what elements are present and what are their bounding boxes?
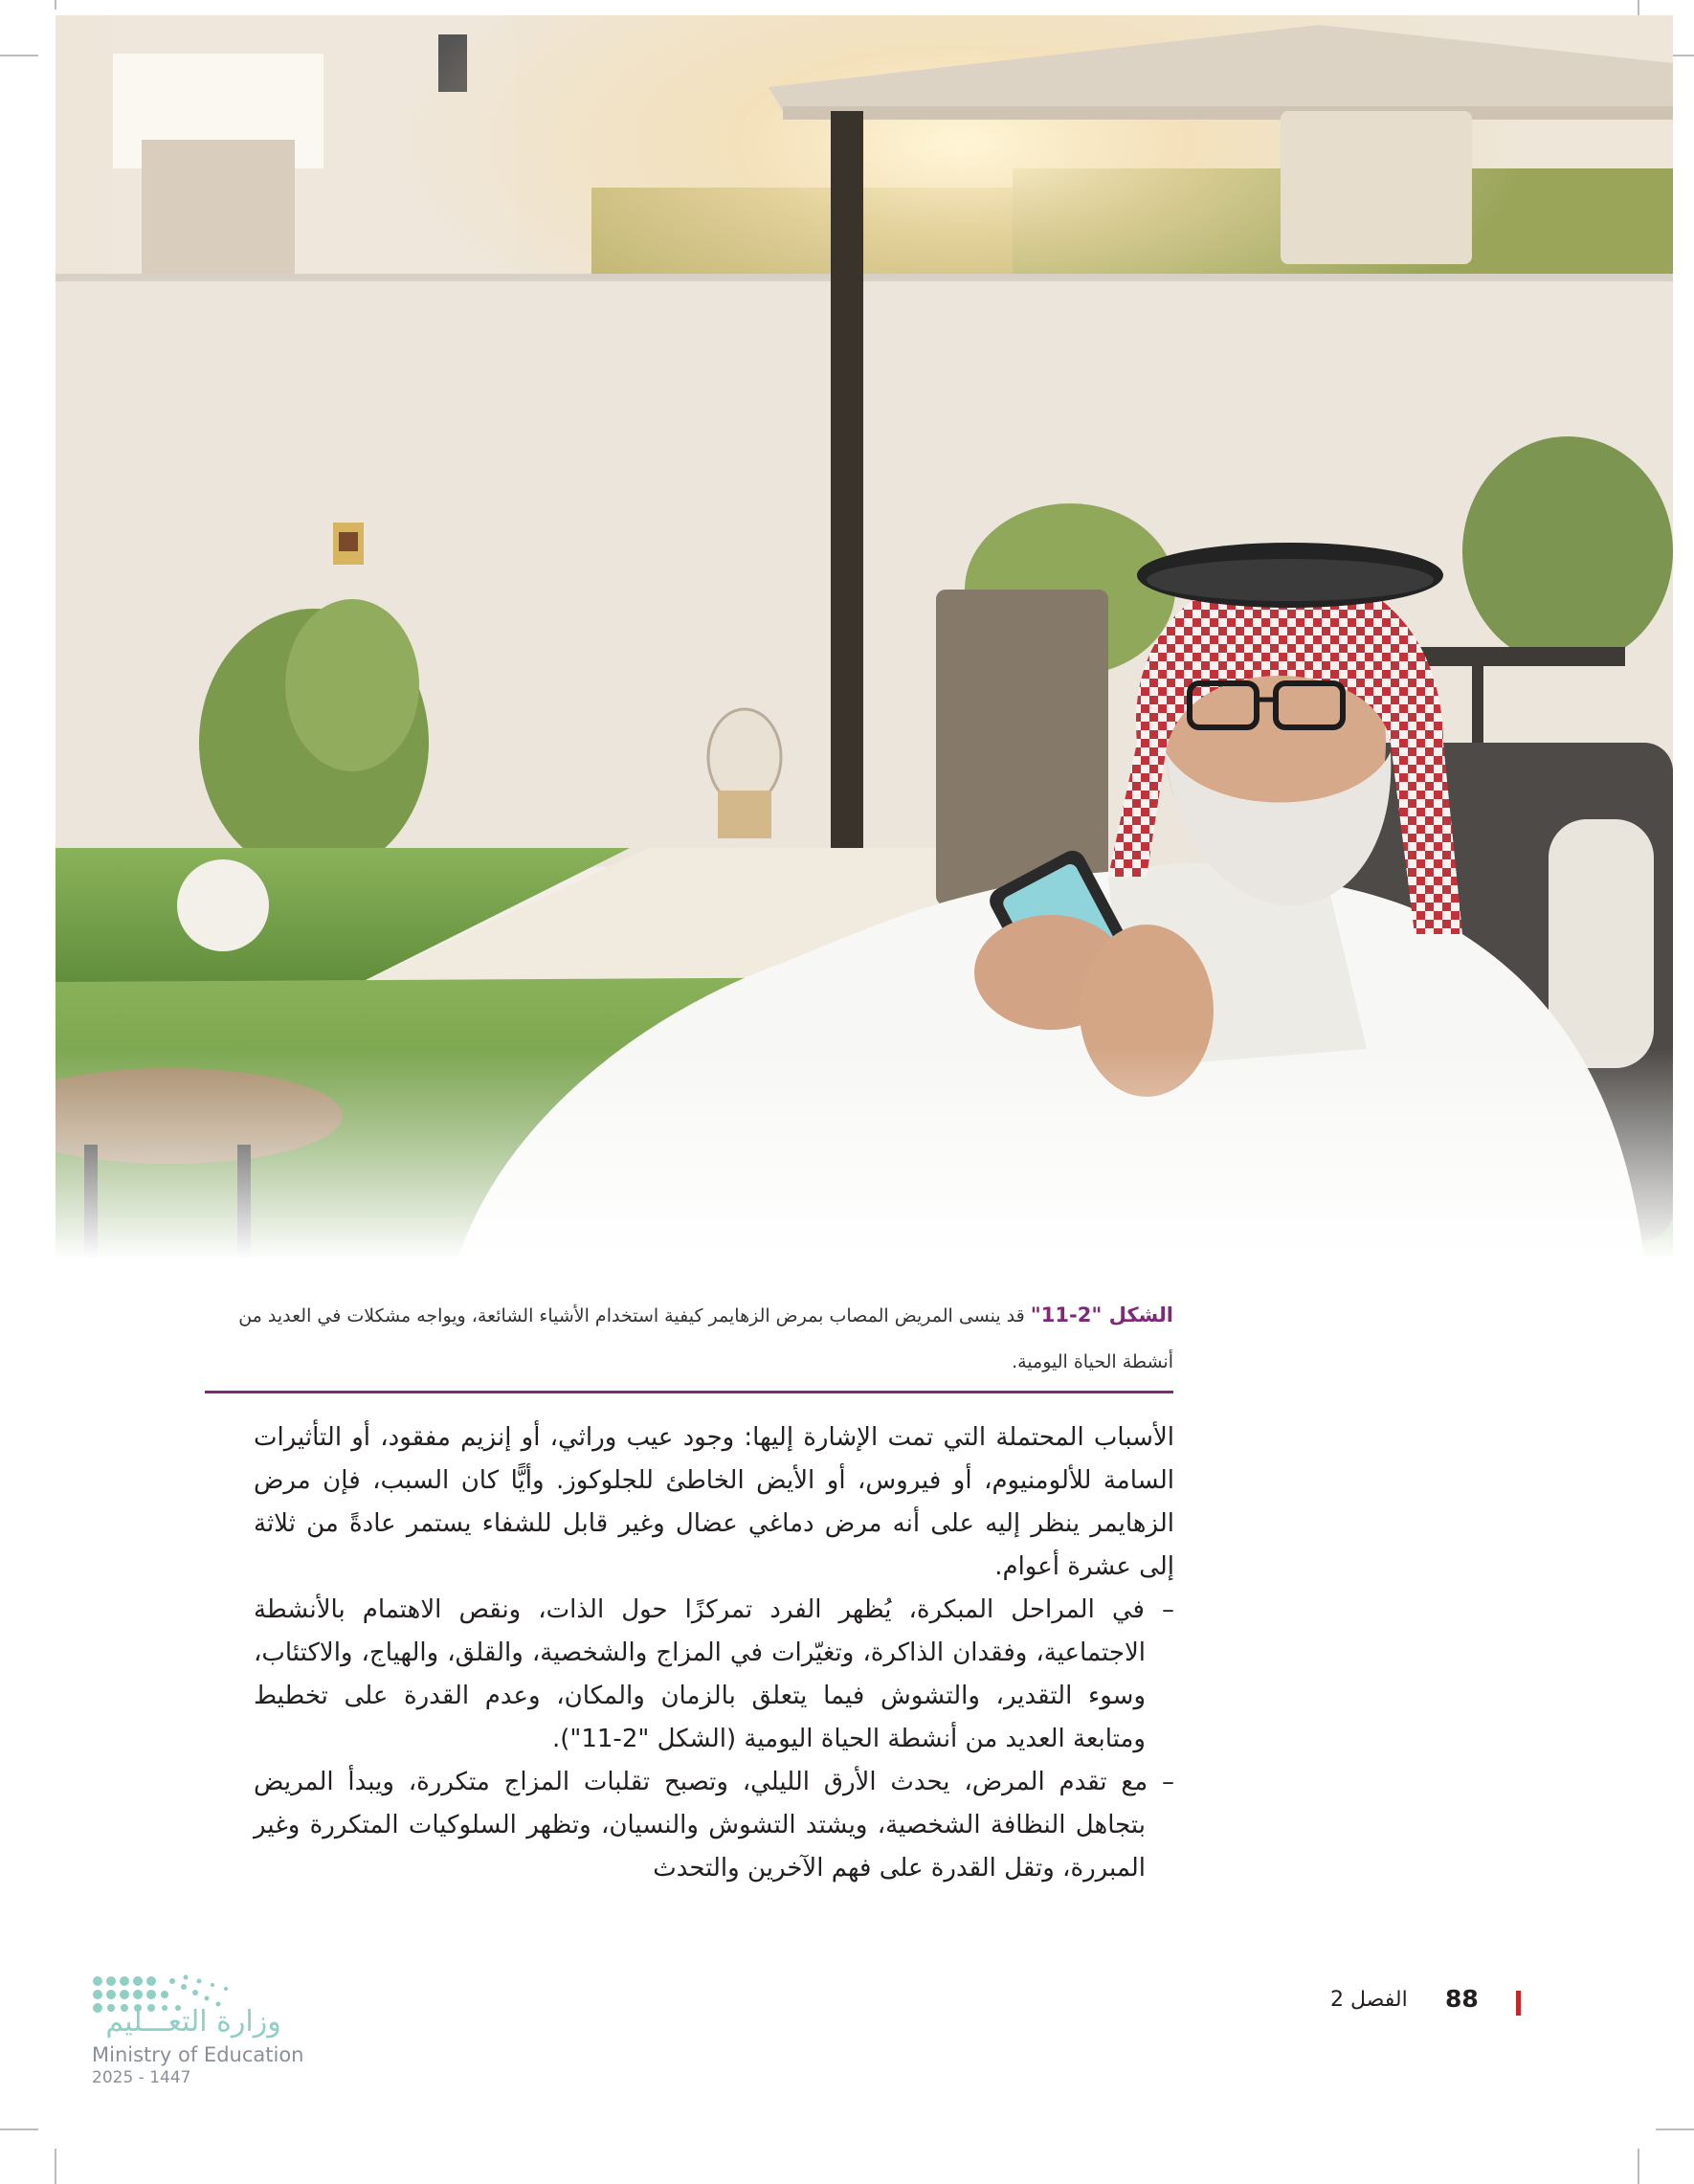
crop-mark [1656,2128,1694,2130]
figure-label: الشكل "2-11" [1030,1304,1173,1326]
crop-mark [1638,2149,1639,2184]
crop-mark [0,2128,38,2130]
page-marker [1516,1991,1521,2016]
academic-year: 2025 - 1447 [92,2068,191,2087]
figure-caption [205,1292,1173,1385]
list-item: – مع تقدم المرض، يحدث الأرق الليلي، وتصبح تقلبات المزاج متكررة، ويبدأ المريض بتجاهل النظافة الشخصية، ويشتد التشوش والنسيان، وتظهر السلوكيات المتكررة وغير المبررة، وتقل القدرة على فهم الآخرين والتحدث [254,1768,1174,1883]
figure-photo [56,15,1673,1259]
crop-mark [0,55,38,56]
chapter-label: الفصل 2 [1330,1988,1408,2012]
ministry-name-english: Ministry of Education [92,2043,304,2066]
page-number: 88 [1445,1985,1479,2013]
ministry-name-arabic: وزارة التعـــليم [105,2005,281,2039]
body-paragraph: الأسباب المحتملة التي تمت الإشارة إليها: وجود عيب وراثي، أو إنزيم مفقود، أو التأثيرات السامة للألومنيوم، أو فيروس، أو الأيض الخاطئ للجلوكوز. وأيًّا كان السبب، فإن مرض الزهايمر ينظر إليه على أنه مرض دماغي عضال وغير قابل للشفاء يستمر عادةً من ثلاثة إلى عشرة أعوام. [254,1423,1174,1581]
list-item: – في المراحل المبكرة، يُظهر الفرد تمركزًا حول الذات، ونقص الاهتمام بالأنشطة الاجتماعية، وفقدان الذاكرة، وتغيّرات في المزاج والشخصية، والقلق، والهياج، والاكتئاب، وسوء التقدير، والتشوش فيما يتعلق بالزمان والمكان، وعدم القدرة على تخطيط ومتابعة العديد من أنشطة الحياة اليومية (الشكل "2-11"). [254,1595,1174,1753]
figure-caption-text: قد ينسى المريض المصاب بمرض الزهايمر كيفية استخدام الأشياء الشائعة، ويواجه مشكلات في العديد من أنشطة الحياة اليومية. [238,1305,1173,1372]
crop-mark [55,2149,56,2184]
crop-mark [55,0,56,10]
body-text [254,1416,1174,1890]
caption-divider [205,1391,1173,1393]
